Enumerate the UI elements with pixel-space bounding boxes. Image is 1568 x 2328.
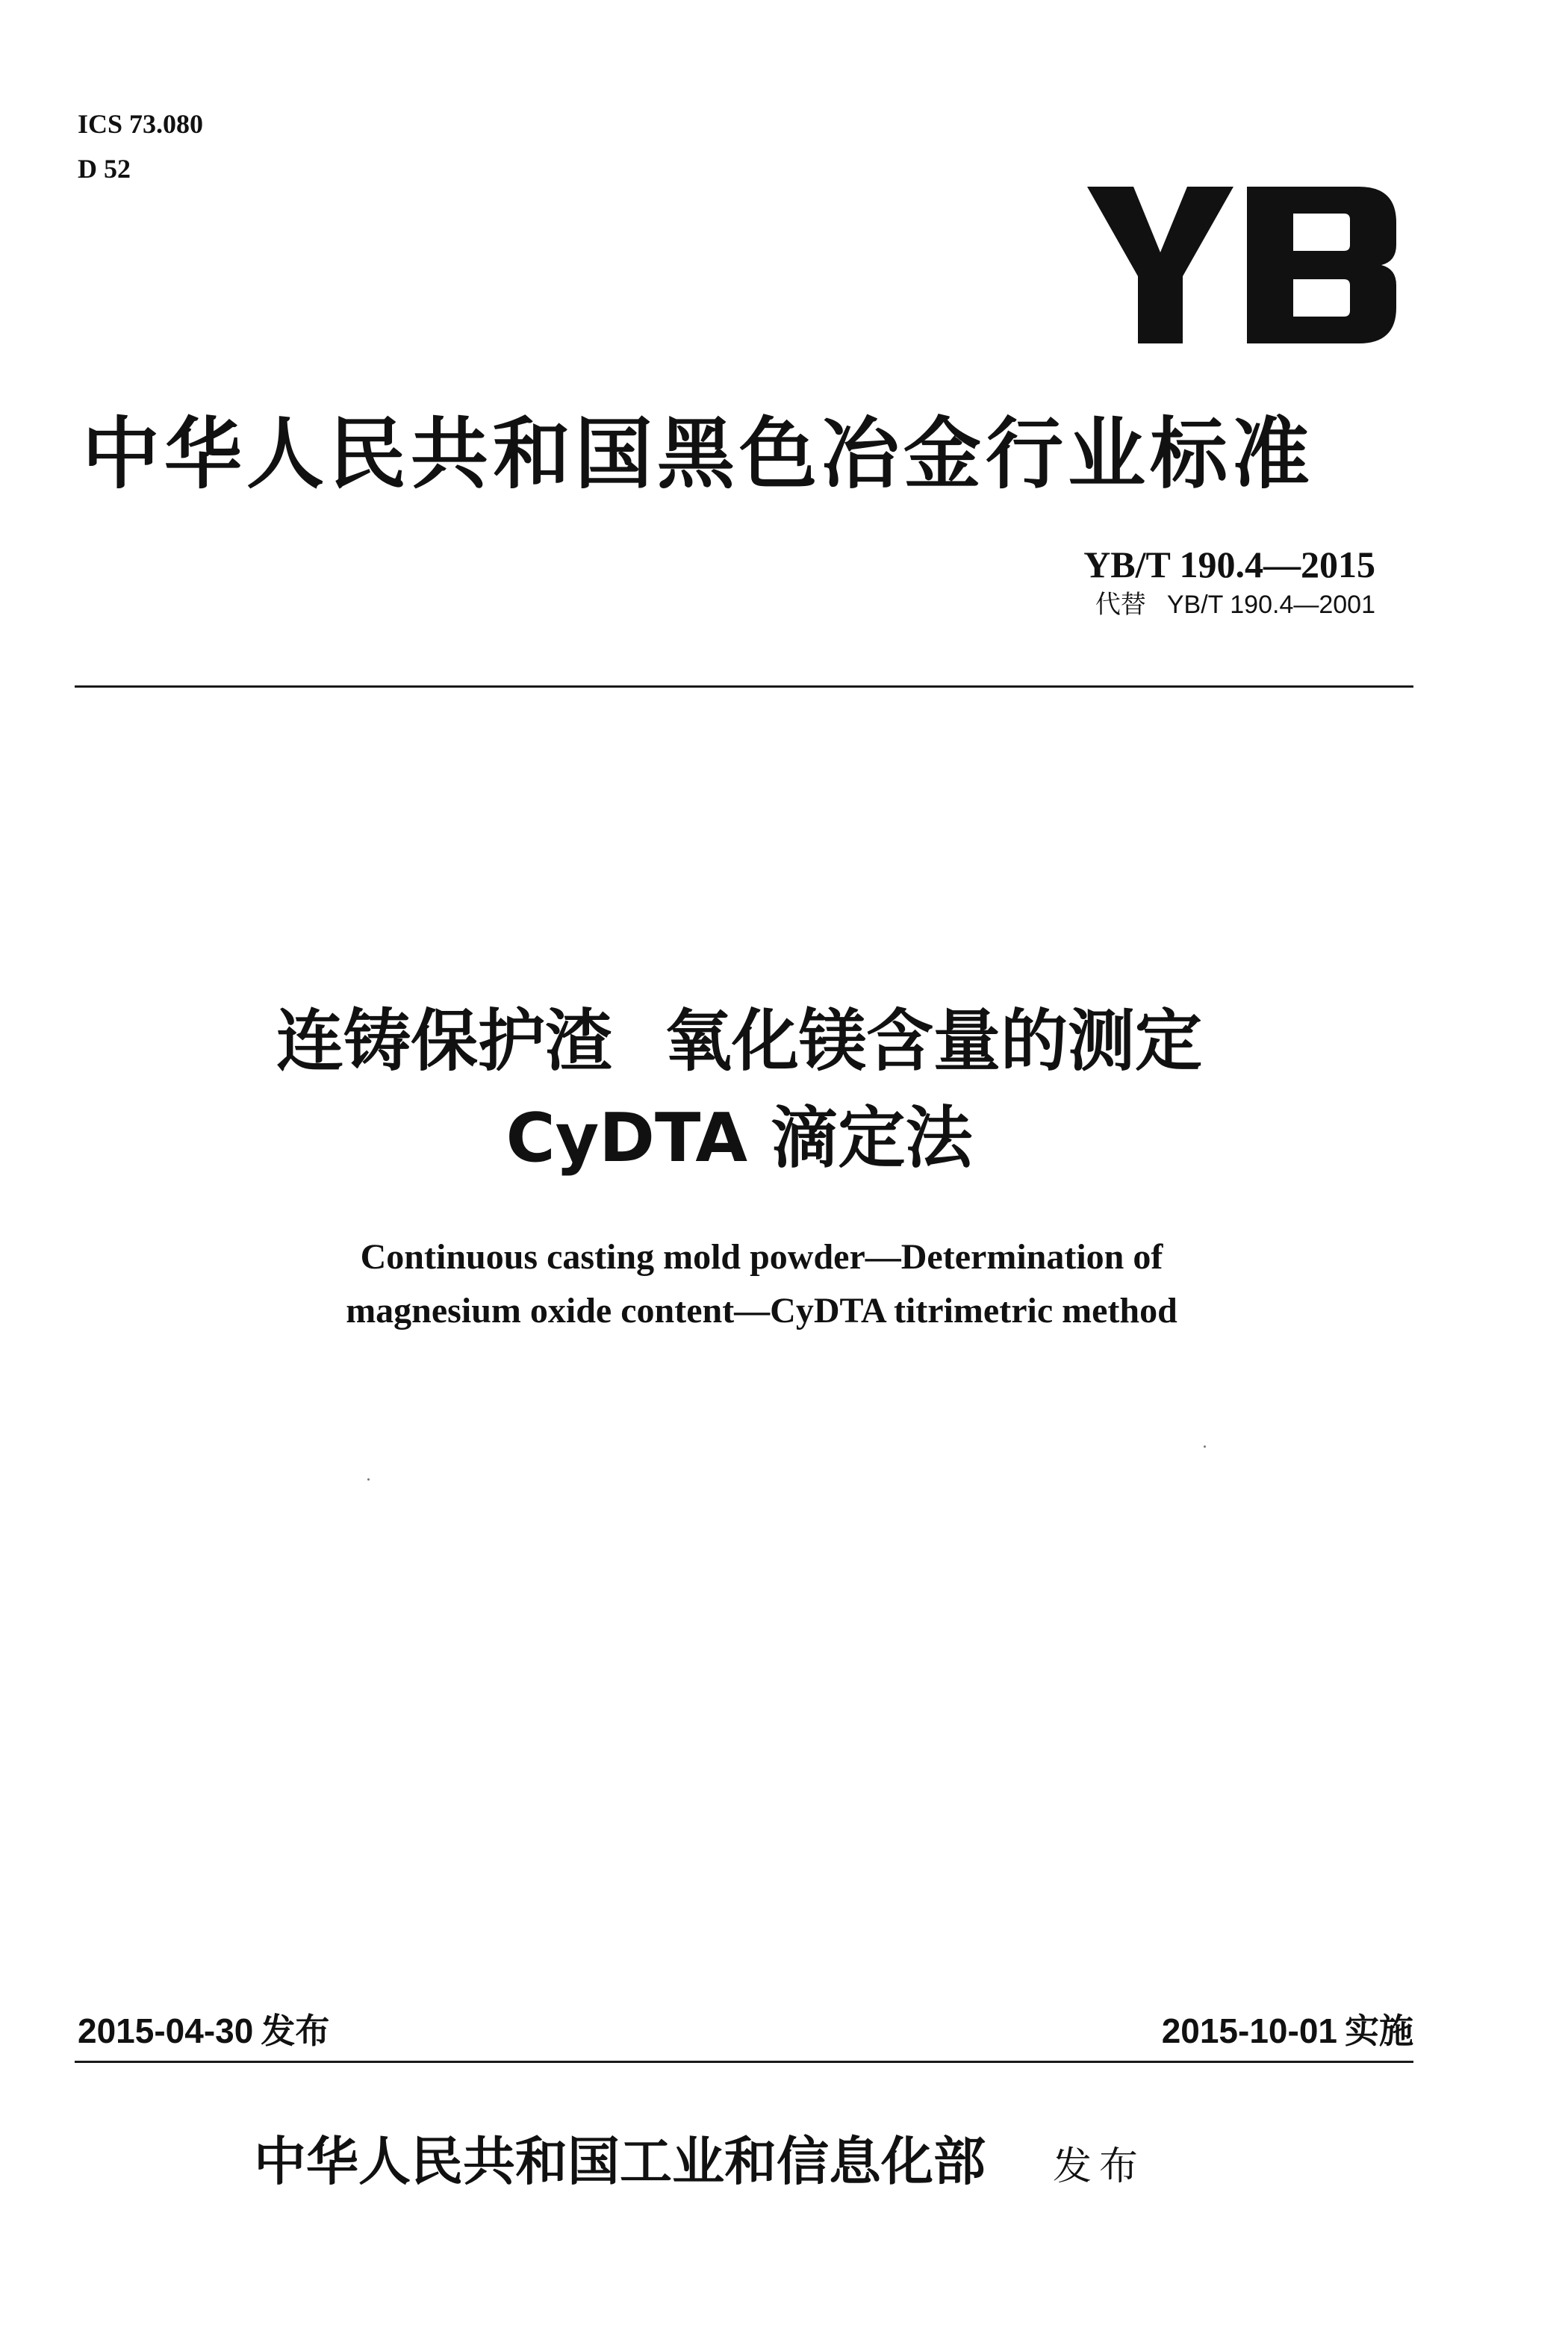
scan-speck xyxy=(367,1478,370,1481)
ics-code: ICS 73.080 xyxy=(78,109,204,139)
replaces-line xyxy=(1095,590,1375,620)
standard-number: YB/T 190.4—2015 xyxy=(1083,544,1375,585)
chinese-title-part-2: 氧化镁含量的测定 xyxy=(665,1002,1202,1080)
replaces-label: 代替 xyxy=(1095,591,1146,619)
chinese-title-line-1 xyxy=(0,1000,1523,1083)
issuer-line xyxy=(254,2128,1145,2200)
chinese-title-line-2: CyDTA 滴定法 xyxy=(505,1099,973,1177)
implementation-date: 2015-10-01 xyxy=(1161,2011,1337,2050)
issuer-suffix: 发布 xyxy=(1053,2144,1146,2189)
industry-standard-title: 中华人民共和国黑色冶金行业标准 xyxy=(82,408,1315,499)
implementation-date-line xyxy=(1162,2008,1413,2053)
yb-logo xyxy=(1087,187,1396,343)
ccs-code: D 52 xyxy=(78,154,131,184)
replaces-number: YB/T 190.4—2001 xyxy=(1166,591,1375,619)
issuer-name: 中华人民共和国工业和信息化部 xyxy=(254,2130,986,2192)
issue-date: 2015-04-30 xyxy=(78,2011,254,2050)
header-divider xyxy=(75,685,1413,688)
scan-speck xyxy=(1204,1445,1206,1448)
english-title-line-2: magnesium oxide content—CyDTA titrimetric method xyxy=(346,1291,1177,1330)
issue-date-line xyxy=(78,2008,329,2053)
chinese-title-part-1: 连铸保护渣 xyxy=(276,1002,612,1080)
issue-label: 发布 xyxy=(261,2011,330,2051)
logo-letter-y xyxy=(1087,187,1233,343)
english-title-line-1: Continuous casting mold powder—Determination of xyxy=(360,1237,1163,1277)
logo-letter-b xyxy=(1247,187,1396,343)
implementation-label: 实施 xyxy=(1345,2011,1413,2051)
footer-divider xyxy=(75,2061,1413,2063)
